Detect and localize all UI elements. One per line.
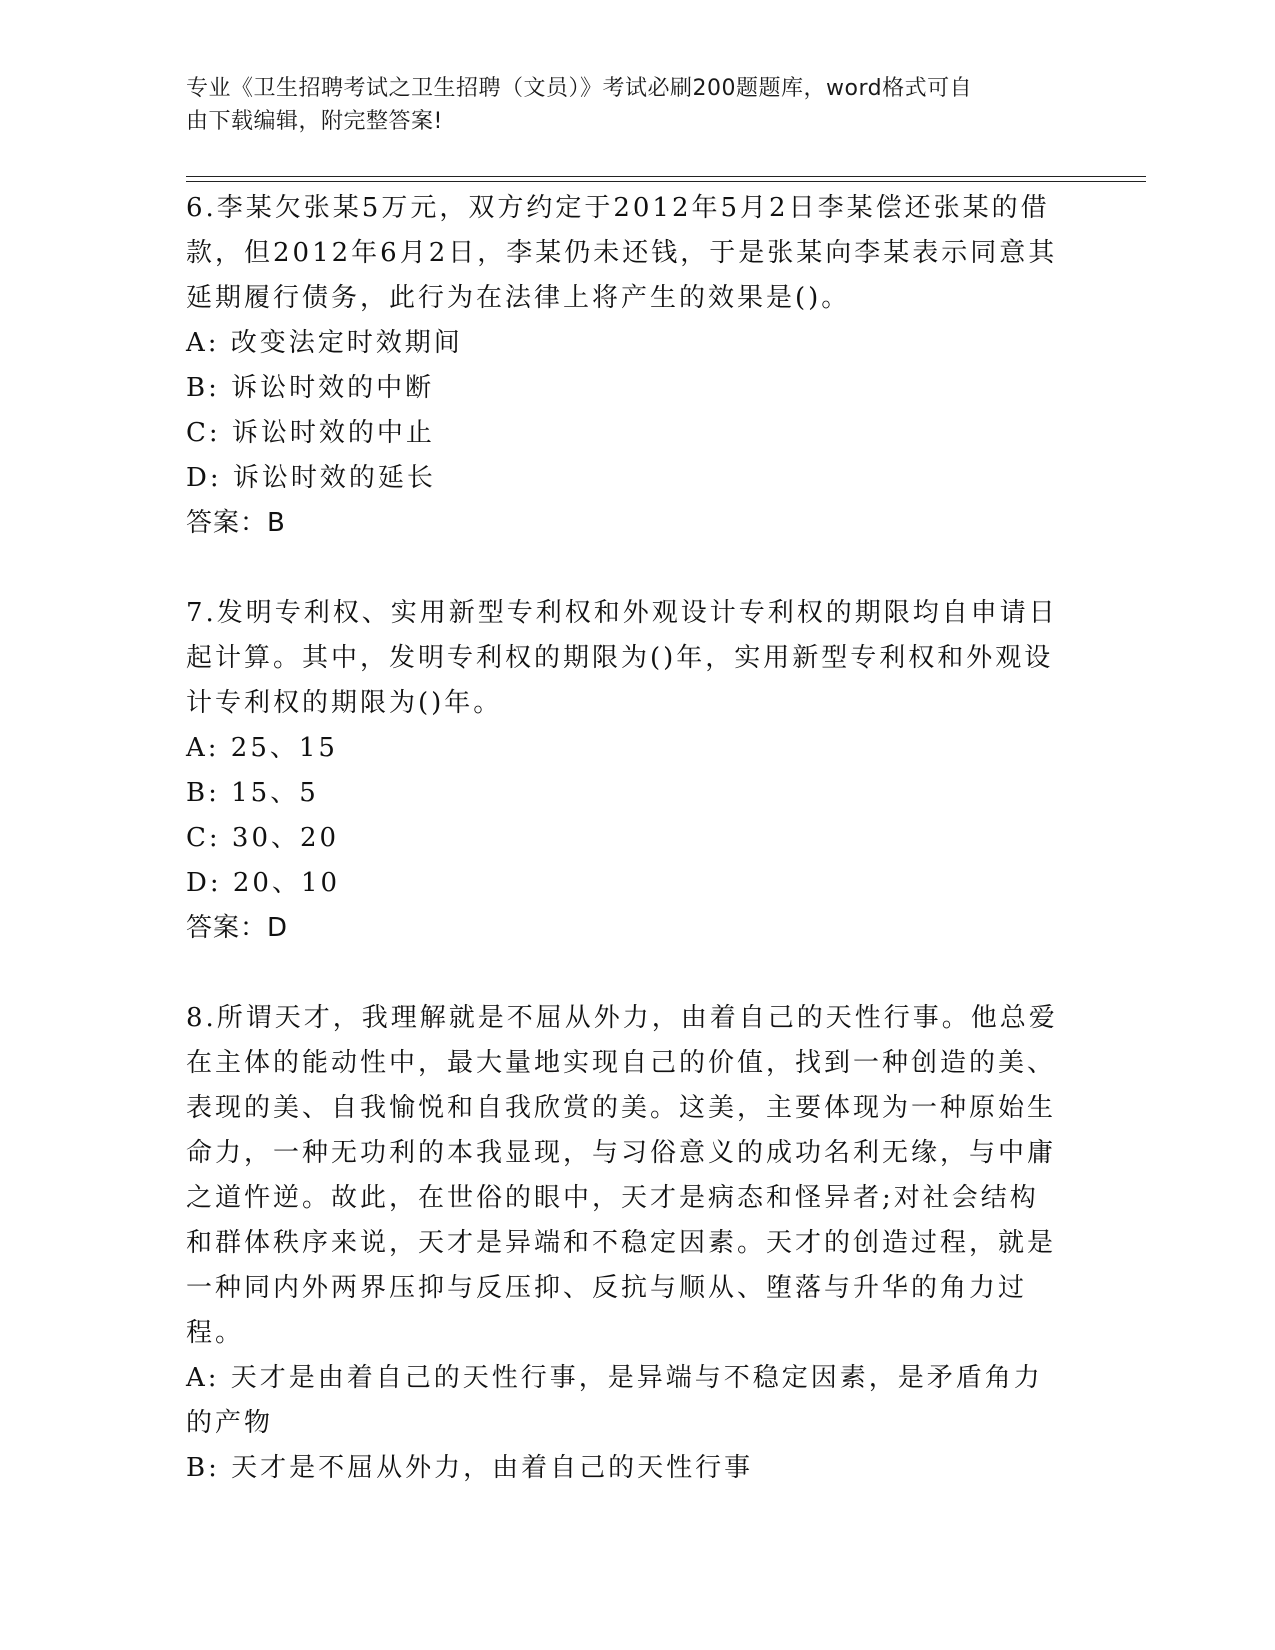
- header-title-line-1: 专业《卫生招聘考试之卫生招聘（文员）》考试必刷200题题库，word格式可自: [186, 76, 973, 101]
- header-title-line-2: 由下载编辑，附完整答案!: [186, 109, 443, 134]
- question-list: [186, 186, 1066, 1491]
- option-a: A: 改变法定时效期间: [186, 328, 463, 358]
- option-b: B: 天才是不屈从外力，由着自己的天性行事: [186, 1453, 754, 1483]
- question-7: [186, 591, 1066, 951]
- option-c: C: 30、20: [186, 823, 340, 853]
- document-header: [186, 72, 1066, 138]
- option-b: B: 15、5: [186, 778, 319, 808]
- option-d: D: 20、10: [186, 868, 341, 898]
- question-text: 7.发明专利权、实用新型专利权和外观设计专利权的期限均自申请日起计算。其中，发明专利权的期限为()年，实用新型专利权和外观设计专利权的期限为()年。: [186, 598, 1058, 718]
- spacer: [186, 546, 1066, 591]
- answer-label: 答案：D: [186, 913, 289, 943]
- header-rule-top: [186, 176, 1146, 177]
- option-a: A: 25、15: [186, 733, 338, 763]
- option-b: B: 诉讼时效的中断: [186, 373, 435, 403]
- option-c: C: 诉讼时效的中止: [186, 418, 435, 448]
- question-8: [186, 996, 1066, 1491]
- question-text: 6.李某欠张某5万元，双方约定于2012年5月2日李某偿还张某的借款，但2012年6月2日，李某仍未还钱，于是张某向李某表示同意其延期履行债务，此行为在法律上将产生的效果是()。: [186, 193, 1058, 313]
- option-d: D: 诉讼时效的延长: [186, 463, 436, 493]
- spacer: [186, 951, 1066, 996]
- header-rule-bottom: [186, 181, 1146, 182]
- question-6: [186, 186, 1066, 546]
- option-a: A: 天才是由着自己的天性行事，是异端与不稳定因素，是矛盾角力的产物: [186, 1363, 1043, 1438]
- answer-label: 答案：B: [186, 508, 286, 538]
- question-text: 8.所谓天才，我理解就是不屈从外力，由着自己的天性行事。他总爱在主体的能动性中，最大量地实现自己的价值，找到一种创造的美、表现的美、自我愉悦和自我欣赏的美。这美，主要体现为一种原始生命力，一种无功利的本我显现，与习俗意义的成功名利无缘，与中庸之道忤逆。故此，在世俗的眼中，天才是病态和怪异者;对社会结构和群体秩序来说，天才是异端和不稳定因素。天才的创造过程，就是一种同内外两界压抑与反压抑、反抗与顺从、堕落与升华的角力过程。: [186, 1003, 1058, 1348]
